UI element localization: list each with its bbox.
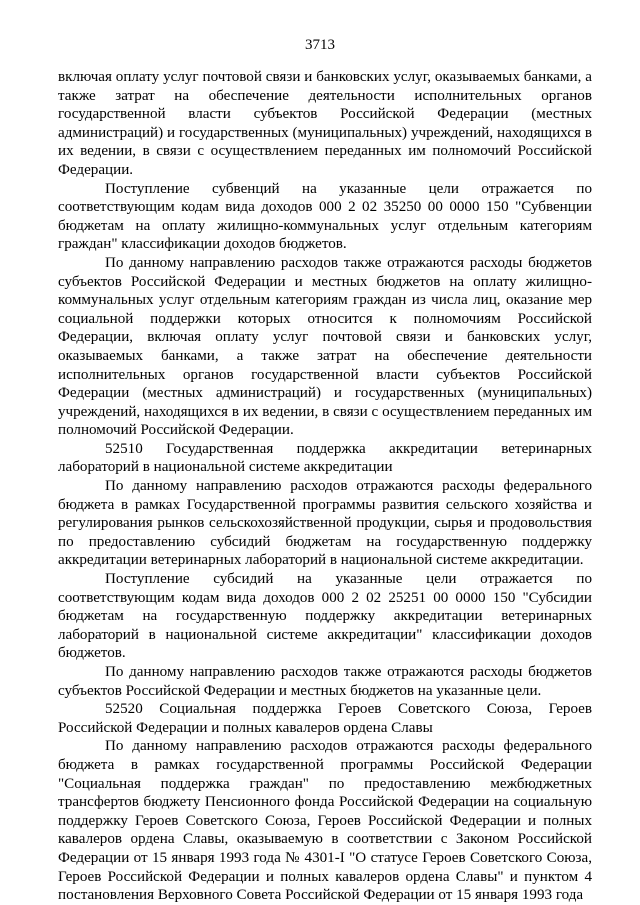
paragraph-7: По данному направлению расходов также отражаются расходы бюджетов субъектов Российской Федерации и местных бюджетов на указанные цели. bbox=[58, 664, 592, 699]
paragraph-2: Поступление субвенций на указанные цели отражается по соответствующим кодам вида доходов 000 2 02 35250 00 0000 150 "Субвенции бюджетам на оплату жилищно-коммунальных услуг отдельным категориям граждан" классификации доходов бюджетов. bbox=[58, 180, 592, 253]
document-body bbox=[58, 68, 592, 905]
paragraph-9: По данному направлению расходов отражаются расходы федерального бюджета в рамках государственной программы Российской Федерации "Социальная поддержка граждан" по предоставлению межбюджетных трансфертов бюджету Пенсионного фонда Российской Федерации на социальную поддержку Героев Советского Союза, Героев Российской Федерации и полных кавалеров ордена Славы, оказываемую в соответствии с Законом Российской Федерации от 15 января 1993 года № 4301-I "О статусе Героев Советского Союза, Героев Российской Федерации и полных кавалеров ордена Славы" и пунктом 4 постановления Верховного Совета Российской Федерации от 15 января 1993 года bbox=[58, 738, 592, 904]
section-heading-52510: 52510 Государственная поддержка аккредитации ветеринарных лабораторий в национальной системе аккредитации bbox=[58, 440, 592, 476]
paragraph-6: Поступление субсидий на указанные цели отражается по соответствующим кодам вида доходов 000 2 02 25251 00 0000 150 "Субсидии бюджетам на государственную поддержку аккредитации ветеринарных лабораторий в национальной системе аккредитации" классификации доходов бюджетов. bbox=[58, 571, 592, 662]
paragraph-1: включая оплату услуг почтовой связи и банковских услуг, оказываемых банками, а также затрат на обеспечение деятельности исполнительных органов государственной власти субъектов Российской Федерации (местных администраций) и государственных (муниципальных) учреждений, находящихся в их ведении, в связи с осуществлением переданных им полномочий Российской Федерации. bbox=[58, 69, 592, 178]
page-number: 3713 bbox=[305, 37, 335, 53]
paragraph-5: По данному направлению расходов отражаются расходы федерального бюджета в рамках Государственной программы развития сельского хозяйства и регулирования рынков сельскохозяйственной продукции, сырья и продовольствия по предоставлению субсидий бюджетам на государственную поддержку аккредитации ветеринарных лабораторий в национальной системе аккредитации. bbox=[58, 478, 592, 569]
section-heading-52520: 52520 Социальная поддержка Героев Советского Союза, Героев Российской Федерации и полных кавалеров ордена Славы bbox=[58, 701, 592, 736]
paragraph-3: По данному направлению расходов также отражаются расходы бюджетов субъектов Российской Федерации и местных бюджетов на оплату жилищно-коммунальных услуг отдельным категориям граждан из числа лиц, оказание мер социальной поддержки которых относится к полномочиям Российской Федерации, включая оплату услуг почтовой связи и банковских услуг, оказываемых банками, а также затрат на обеспечение деятельности исполнительных органов государственной власти субъектов Российской Федерации (местных администраций) и государственных (муниципальных) учреждений, находящихся в их ведении, в связи с осуществлением переданных им полномочий Российской Федерации. bbox=[58, 254, 592, 439]
